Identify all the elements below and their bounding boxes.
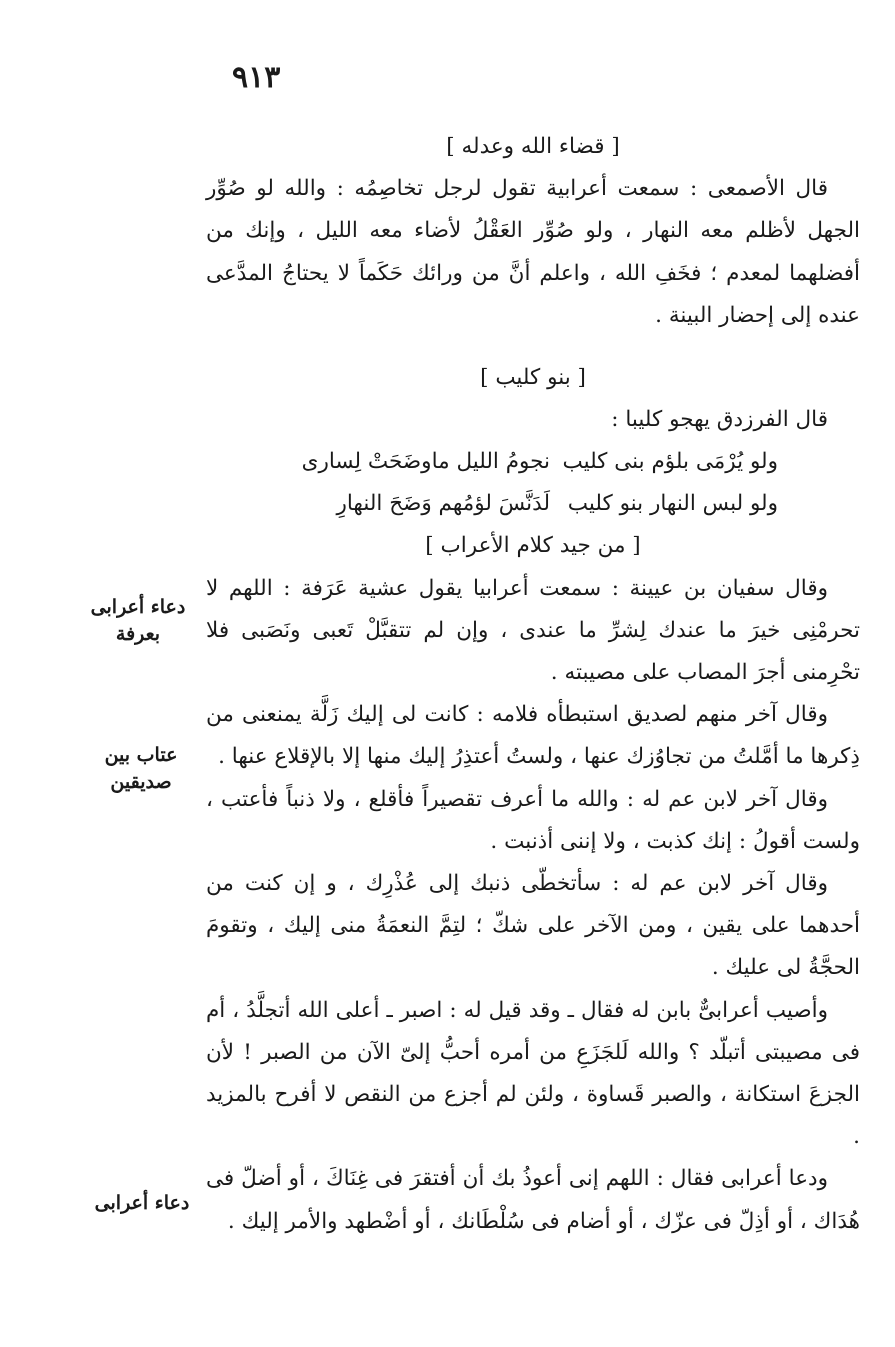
verse-line-2 <box>206 483 860 525</box>
paragraph-prayer: ودعا أعرابى فقال : اللهم إنى أعوذُ بك أن أفتقرَ فى غِنَاكَ ، أو أضلّ فى هُدَاك ، أو أذِلّ فى عزّك ، أو أضام فى سُلْطَانك ، أو أضْطهد والأمر إليك . <box>206 1166 860 1234</box>
section-heading-qada: [ قضاء الله وعدله ] <box>446 134 620 159</box>
paragraph-sufyan: وقال سفيان بن عيينة : سمعت أعرابيا يقول عشية عَرَفة : اللهم لا تحرمْنِى خيرَ ما عندك لِشرِّ ما عندى ، وإن لم تتقبَّلْ تَعبى ونَصَبى فلا تحْرِمنى أجرَ المصاب على مصيبته . <box>206 575 860 686</box>
margin-note-prayer <box>88 1190 196 1217</box>
paragraph-cousin-2: وقال آخر لابن عم له : سأتخطّى ذنبك إلى عُذْرِك ، و إن كنت من أحدهما على يقين ، ومن الآخر على شكّ ؛ لتِمَّ النعمَةُ منى إليك ، وتقومَ الحجَّةُ لى عليك . <box>206 871 860 981</box>
margin-note-line: صديقين <box>110 771 172 793</box>
paragraph-asmai: قال الأصمعى : سمعت أعرابية تقول لرجل تخاصِمُه : والله لو صُوِّر الجهل لأظلم معه النهار ، ولو صُوِّر العَقْلُ لأضاء معه الليل ، وإنك من أفضلهما لمعدم ؛ فخَفِ الله ، واعلم أنَّ من ورائك حَكَماً لا يحتاجُ المدَّعى عنده إلى إحضار البينة . <box>206 176 860 328</box>
margin-note-arafa <box>82 594 194 648</box>
verse-hemistich: لَدَنَّسَ لؤمُهم وَضَحَ النهارِ <box>336 491 550 517</box>
margin-note-line: بعرفة <box>115 623 161 645</box>
verse-hemistich: ولو لبس النهار بنو كليب <box>567 491 778 517</box>
margin-note-line: دعاء أعرابى <box>90 596 186 618</box>
section-heading-kulaib: [ بنو كليب ] <box>480 365 586 391</box>
margin-note-line: عتاب بين <box>104 744 178 766</box>
main-text <box>206 126 860 1243</box>
margin-note-friends <box>94 742 188 796</box>
verse-hemistich: ولو يُرْمَى بلؤم بنى كليب <box>562 449 778 475</box>
paragraph-cousin-1: وقال آخر لابن عم له : والله ما أعرف تقصيراً فأقلع ، ولا ذنباً فأعتب ، ولست أقولُ : إنك كذبت ، ولا إننى أذنبت . <box>206 786 860 854</box>
page-number: ٩١٣ <box>232 60 281 95</box>
margin-note-line: دعاء أعرابى <box>94 1192 190 1214</box>
verse-hemistich: نجومُ الليل ماوضَحَتْ لِسارى <box>301 449 550 475</box>
section-heading-jayyid: [ من جيد كلام الأعراب ] <box>425 533 641 559</box>
paragraph-friend-reproach: وقال آخر منهم لصديق استبطأه فلامه : كانت لى إليك زَلَّة يمنعنى من ذِكرها ما أمَّلتُ من تجاوُزك عنها ، ولستُ أعتذِرُ إليك منها إلا بالإقلاع عنها . <box>206 702 860 770</box>
paragraph-bereaved: وأصيب أعرابىٌّ بابن له فقال ـ وقد قيل له : اصبر ـ أعلى الله أتجلَّدُ ، أم فى مصيبتى أتبلّد ؟ والله لَلجَزَعِ من أمره أحبُّ إلىّ الآن من الصبر ! لأن الجزعَ استكانة ، والصبر قَساوة ، ولئن لم أجزع من النقص لا أفرح بالمزيد . <box>206 997 860 1150</box>
verse-line-1 <box>206 441 860 483</box>
paragraph-farazdaq: قال الفرزدق يهجو كليبا : <box>611 407 828 433</box>
